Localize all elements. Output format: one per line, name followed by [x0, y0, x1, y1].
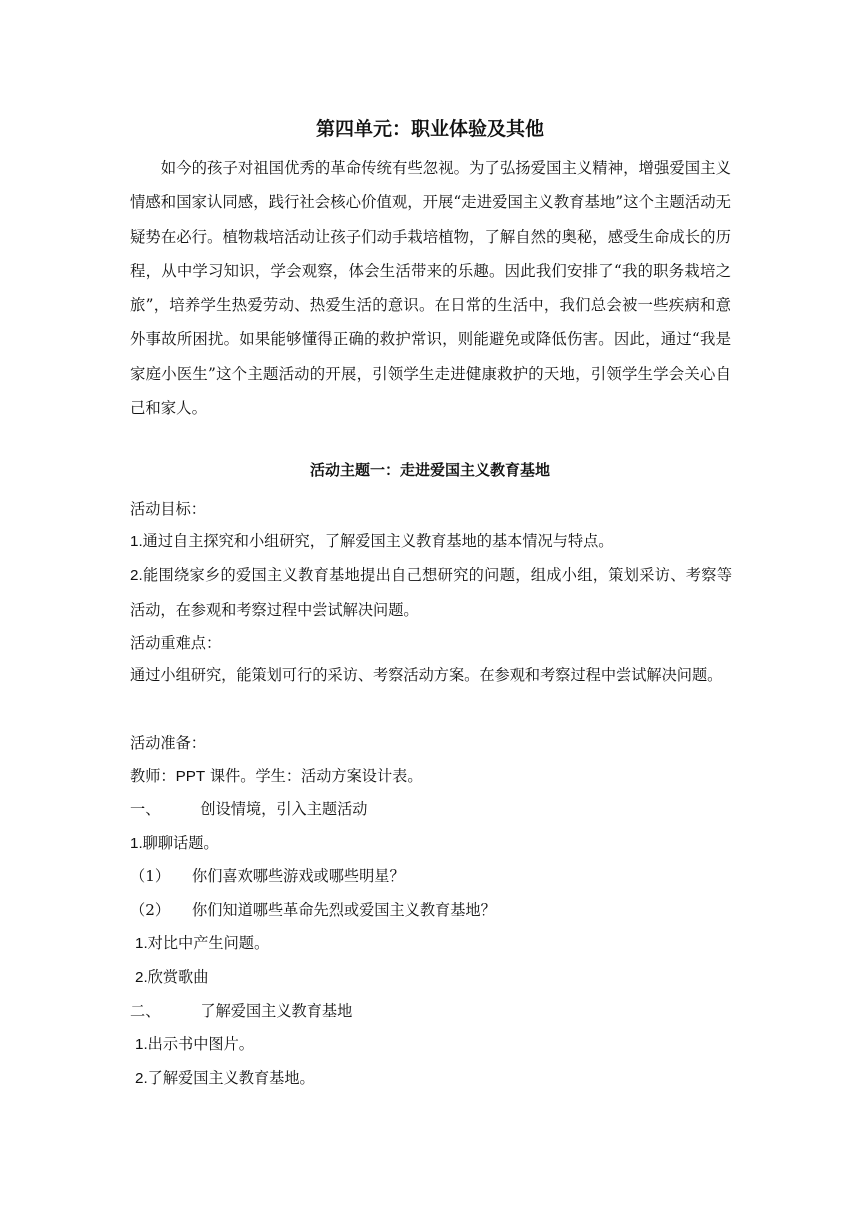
item-d-number: 2.	[135, 1070, 148, 1087]
goal-1-text: 通过自主探究和小组研究，了解爱国主义教育基地的基本情况与特点。	[142, 532, 614, 550]
question-1	[130, 859, 732, 893]
intro-paragraph: 如今的孩子对祖国优秀的革命传统有些忽视。为了弘扬爱国主义精神，增强爱国主义情感和国家认同感，践行社会核心价值观，开展“走进爱国主义教育基地”这个主题活动无疑势在必行。植物栽培活动让孩子们动手栽培植物，了解自然的奥秘，感受生命成长的历程，从中学习知识，学会观察，体会生活带来的乐趣。因此我们安排了“我的职务栽培之旅”，培养学生热爱劳动、热爱生活的意识。在日常的生活中，我们总会被一些疾病和意外事故所困扰。如果能够懂得正确的救护常识，则能避免或降低伤害。因此，通过“我是家庭小医生”这个主题活动的开展，引领学生走进健康救护的天地，引领学生学会关心自己和家人。	[130, 159, 731, 418]
question-2-text: 你们知道哪些革命先烈或爱国主义教育基地？	[192, 901, 496, 919]
item-b	[135, 960, 737, 995]
item-b-number: 2.	[135, 969, 148, 986]
goal-1-number: 1.	[130, 533, 143, 550]
prep-ppt: PPT	[175, 768, 206, 785]
section-2-heading	[130, 994, 732, 1028]
preparation-text	[130, 759, 732, 794]
item-a-text: 对比中产生问题。	[147, 934, 270, 952]
question-1-text: 你们喜欢哪些游戏或哪些明星？	[192, 867, 405, 885]
question-2-number: （2）	[130, 901, 171, 919]
goals-label: 活动目标：	[130, 500, 206, 518]
activity-title: 活动主题一：走进爱国主义教育基地	[309, 461, 550, 479]
key-points-text: 通过小组研究，能策划可行的采访、考察活动方案。在参观和考察过程中尝试解决问题。	[130, 666, 723, 684]
item-d-text: 了解爱国主义教育基地。	[147, 1069, 315, 1087]
item-c	[135, 1027, 737, 1062]
item-1-text: 聊聊话题。	[142, 834, 219, 852]
question-1-number: （1）	[130, 867, 171, 885]
item-c-text: 出示书中图片。	[147, 1035, 254, 1053]
goal-2-text: 能围绕家乡的爱国主义教育基地提出自己想研究的问题，组成小组，策划采访、考察等活动，在参观和考察过程中尝试解决问题。	[130, 566, 732, 619]
prep-teacher: 教师：	[130, 767, 176, 785]
preparation-label: 活动准备：	[130, 734, 206, 752]
goal-2-number: 2.	[130, 567, 143, 584]
section-1-heading	[130, 792, 732, 826]
goal-1	[130, 524, 732, 559]
item-d	[135, 1061, 737, 1096]
question-2	[130, 893, 732, 927]
prep-rest: 课件。学生：活动方案设计表。	[205, 767, 423, 785]
item-b-text: 欣赏歌曲	[147, 968, 209, 986]
section-2-number: 二、	[130, 1002, 161, 1020]
item-c-number: 1.	[135, 1036, 148, 1053]
section-2-title: 了解爱国主义教育基地	[200, 1002, 353, 1020]
section-1-title: 创设情境，引入主题活动	[200, 800, 368, 818]
goal-2	[130, 558, 732, 627]
item-a-number: 1.	[135, 935, 148, 952]
item-1	[130, 826, 732, 861]
unit-title: 第四单元：职业体验及其他	[315, 118, 544, 140]
section-1-number: 一、	[130, 800, 161, 818]
item-1-number: 1.	[130, 835, 143, 852]
key-points-label: 活动重难点：	[130, 634, 222, 652]
item-a	[135, 926, 737, 961]
